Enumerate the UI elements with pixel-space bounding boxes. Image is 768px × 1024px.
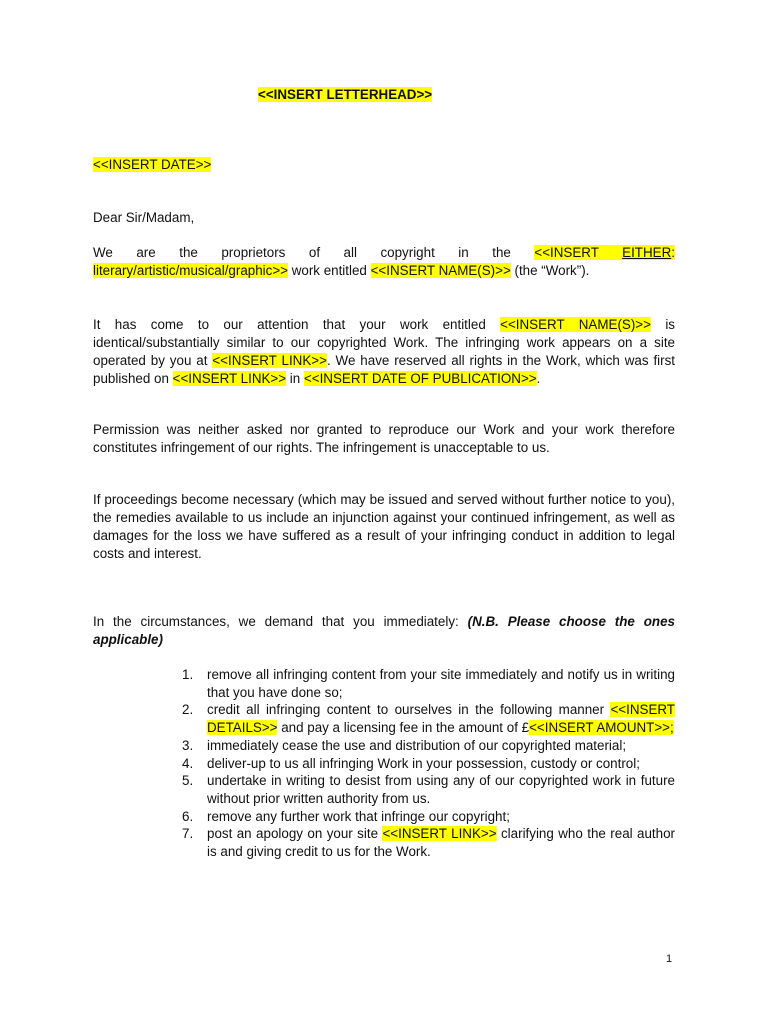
list-item-text: credit all infringing content to ourselves in the following manner	[207, 702, 611, 718]
paragraph-text: In the circumstances, we demand that you immediately:	[93, 614, 468, 629]
list-item	[182, 737, 675, 755]
list-item-number: 2.	[182, 702, 194, 718]
paragraph-permission: Permission was neither asked nor granted to reproduce our Work and your work therefore constitutes infringement of our rights. The infringement is unacceptable to us.	[93, 422, 675, 455]
list-item	[182, 808, 675, 826]
link-placeholder: <<INSERT LINK>>	[382, 826, 497, 842]
list-item-text: deliver-up to us all infringing Work in your possession, custody or control;	[207, 755, 640, 771]
paragraph-demands-intro	[93, 613, 675, 649]
placeholder-text: :	[671, 245, 675, 260]
list-item-number: 7.	[182, 826, 194, 842]
paragraph-text: work entitled	[287, 263, 371, 278]
paragraph-infringement	[93, 316, 675, 388]
work-name-placeholder: <<INSERT NAME(S)>>	[370, 263, 511, 278]
list-item-text: immediately cease the use and distribution of our copyrighted material;	[207, 737, 627, 753]
demands-list	[182, 666, 675, 861]
list-item-text: post an apology on your site	[207, 826, 383, 842]
paragraph-proceedings: If proceedings become necessary (which may be issued and served without further notice to you), the remedies available to us include an injunction against your continued infringement, as well as damages for the loss we have suffered as a result of your infringing conduct in addition to legal costs and interest.	[93, 492, 675, 561]
list-item	[182, 755, 675, 773]
letterhead-text: <<INSERT LETTERHEAD>>	[258, 87, 433, 102]
paragraph-text: (the “Work”).	[510, 263, 590, 278]
list-item-text: remove any further work that infringe our copyright;	[207, 808, 510, 824]
placeholder-text: literary/artistic/musical/graphic>>	[93, 263, 288, 278]
list-item-number: 3.	[182, 737, 194, 753]
amount-placeholder: <<INSERT AMOUNT>>;	[529, 720, 674, 736]
page-number: 1	[666, 953, 673, 965]
paragraph-text: in	[286, 371, 304, 386]
details-placeholder: <<INSERT DETAILS>>	[207, 702, 675, 736]
link-placeholder: <<INSERT LINK>>	[172, 371, 287, 386]
list-item-number: 4.	[182, 755, 194, 771]
list-item	[182, 825, 675, 860]
list-item-text: remove all infringing content from your site immediately and notify us in writing that you have done so;	[207, 667, 675, 700]
link-placeholder: <<INSERT LINK>>	[212, 353, 327, 368]
list-item	[182, 701, 675, 736]
salutation: Dear Sir/Madam,	[93, 210, 195, 225]
note-applicable: (N.B. Please choose the ones applicable)	[93, 614, 675, 647]
list-item-number: 5.	[182, 773, 194, 789]
placeholder-text-underlined: EITHER	[622, 245, 672, 260]
publication-date-placeholder: <<INSERT DATE OF PUBLICATION>>	[303, 371, 537, 386]
paragraph-ownership	[93, 244, 675, 280]
paragraph-text: It has come to our attention that your work entitled	[93, 317, 501, 332]
list-item	[182, 666, 675, 701]
list-item-text: and pay a licensing fee in the amount of £	[277, 720, 530, 736]
date-text: <<INSERT DATE>>	[93, 157, 212, 172]
letterhead-placeholder	[258, 87, 432, 102]
list-item-number: 1.	[182, 667, 194, 682]
paragraph-text: . We have reserved all rights in the Work, which was first published on	[93, 353, 676, 386]
placeholder-text: <<INSERT	[534, 245, 623, 260]
list-item-text: undertake in writing to desist from using any of our copyrighted work in future without prior written authority from us.	[207, 773, 675, 806]
list-item-number: 6.	[182, 808, 194, 824]
paragraph-text: is identical/substantially similar to our copyrighted Work. The infringing work appears on a site operated by you at	[93, 317, 675, 368]
paragraph-text: .	[536, 371, 541, 386]
list-item-text: clarifying who the real author is and giving credit to us for the Work.	[207, 826, 676, 860]
list-item	[182, 772, 675, 807]
paragraph-text: We are the proprietors of all copyright in the	[93, 245, 535, 260]
date-placeholder	[93, 157, 211, 172]
work-name-placeholder: <<INSERT NAME(S)>>	[500, 317, 651, 332]
